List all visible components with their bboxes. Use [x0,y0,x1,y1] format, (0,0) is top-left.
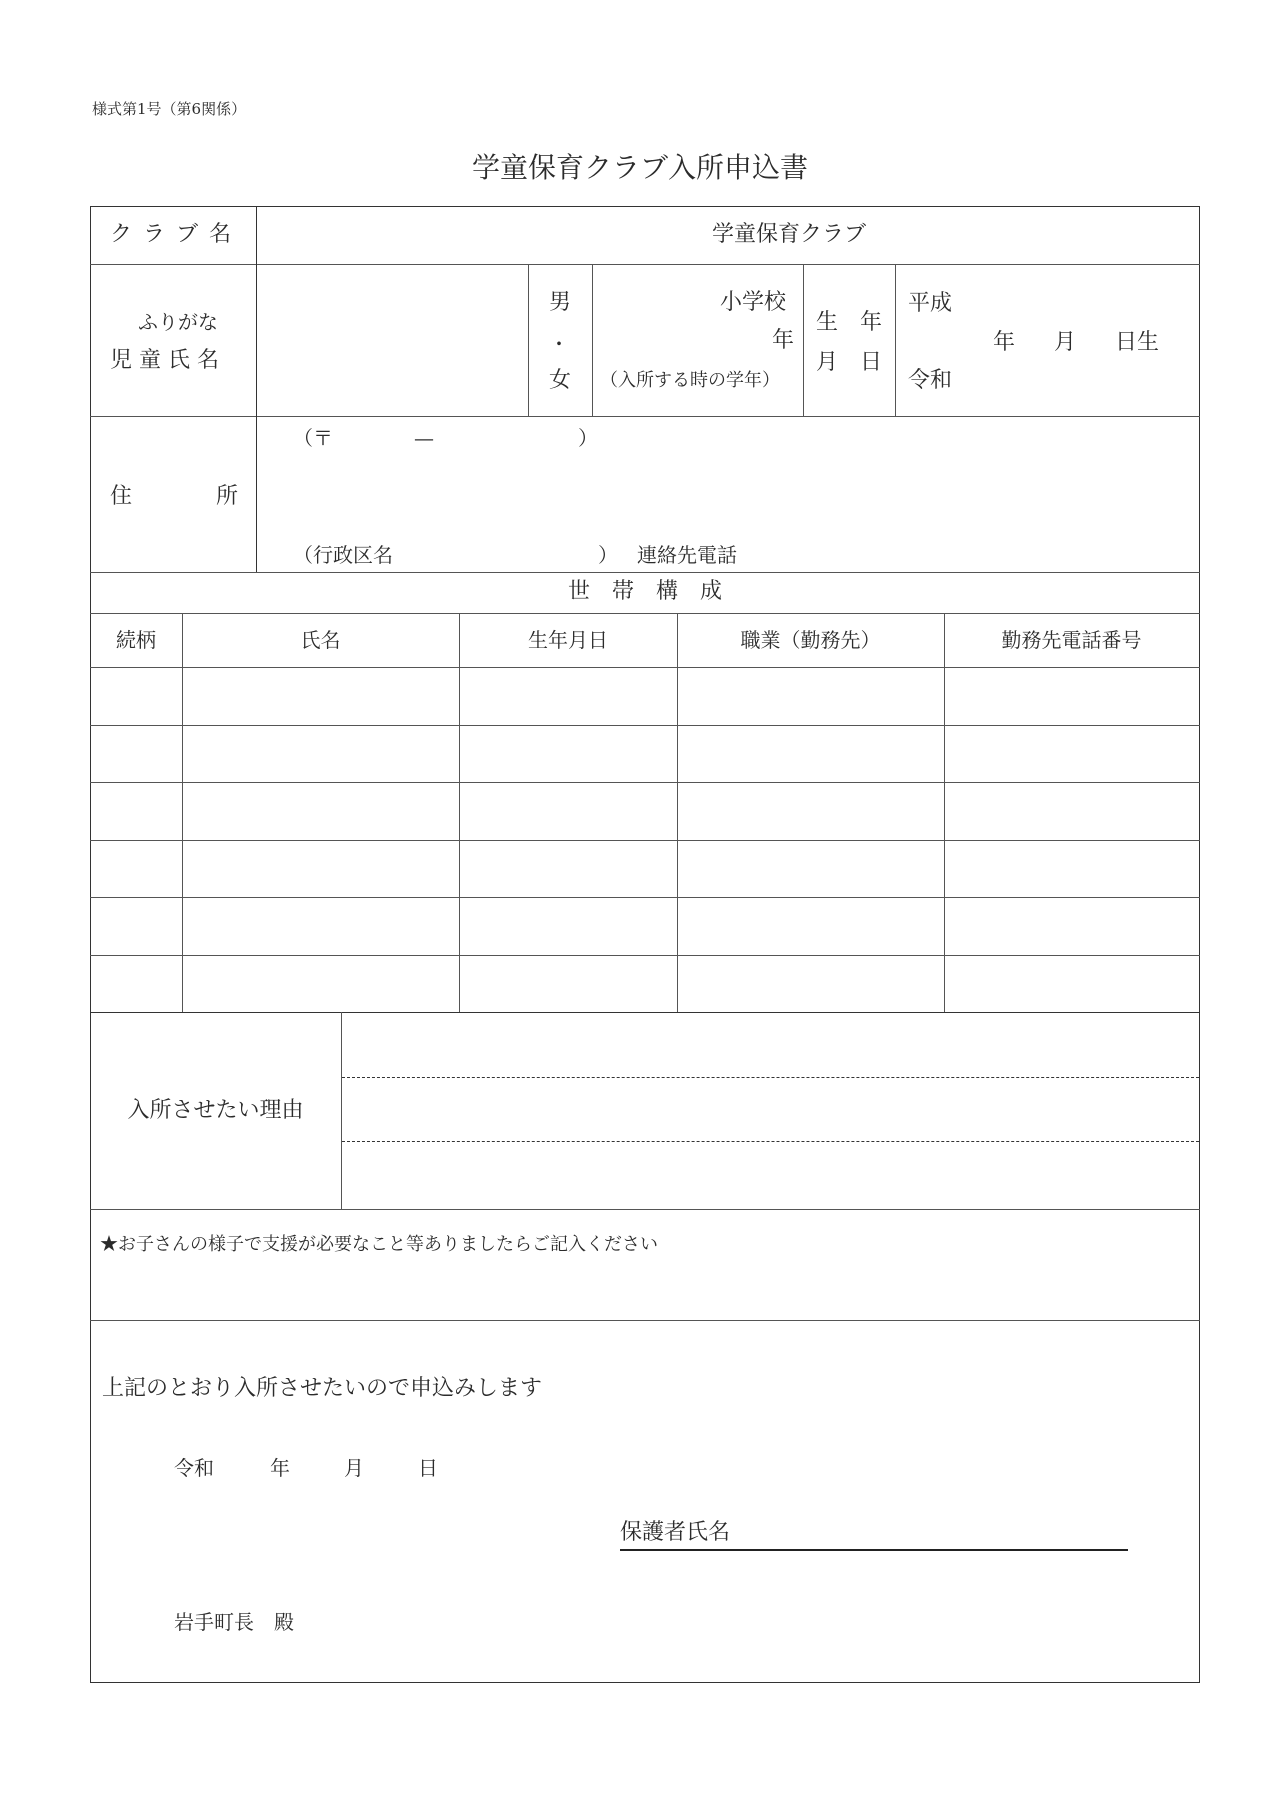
household-work-phone-input[interactable] [949,788,1198,836]
date-month-label: 月 [344,1456,364,1480]
household-birthdate-input[interactable] [464,673,676,721]
household-relation-input[interactable] [95,673,181,721]
reason-line-3[interactable] [348,1146,1197,1206]
form-number: 様式第1号（第6関係） [92,100,247,118]
club-name-label: ク ラ ブ 名 [110,222,233,247]
grade-input[interactable] [680,326,769,358]
household-name-input[interactable] [187,903,458,951]
gender-separator: ・ [549,332,569,356]
reason-dashed-line [342,1077,1199,1078]
household-header-occupation: 職業（勤務先） [740,628,881,652]
column-divider [459,613,460,1012]
row-divider [90,613,1200,614]
row-divider [90,840,1200,841]
household-birthdate-input[interactable] [464,961,676,1009]
row-divider [90,667,1200,668]
row-divider [90,725,1200,726]
postal-code-input[interactable] [330,424,574,454]
row-divider [90,1320,1200,1321]
district-close: ） [598,543,618,567]
row-divider [90,572,1200,573]
school-label: 小学校 [720,290,787,315]
birthdate-label-line1: 生 年 [816,310,883,335]
page-title: 学童保育クラブ入所申込書 [471,151,808,184]
district-input[interactable] [400,540,594,570]
gender-female[interactable]: 女 [549,368,572,393]
row-divider [90,955,1200,956]
row-divider [90,897,1200,898]
address-label-2: 所 [216,484,239,509]
household-work-phone-input[interactable] [949,673,1198,721]
household-name-input[interactable] [187,731,458,779]
household-occupation-input[interactable] [682,731,943,779]
border-left [90,206,91,1683]
household-header-birthdate: 生年月日 [528,628,608,652]
postal-close: ） [578,426,598,450]
column-divider [803,264,804,416]
household-header-relation: 続柄 [116,628,156,652]
grade-label: 年 [772,328,795,353]
reason-line-2[interactable] [348,1082,1197,1138]
household-occupation-input[interactable] [682,673,943,721]
column-divider [592,264,593,416]
border-right [1199,206,1200,1683]
household-occupation-input[interactable] [682,961,943,1009]
furigana-input[interactable] [262,270,526,332]
date-era: 令和 [174,1456,214,1480]
support-note-input[interactable] [100,1262,1194,1318]
household-work-phone-input[interactable] [949,731,1198,779]
column-divider [944,613,945,1012]
club-name-value: 学童保育クラブ [712,222,867,247]
household-section-title: 世 帯 構 成 [567,579,722,604]
child-name-label: 児 童 氏 名 [110,348,219,373]
label-column-divider [256,206,257,572]
reason-label: 入所させたい理由 [127,1098,304,1123]
column-divider [677,613,678,1012]
household-birthdate-input[interactable] [464,731,676,779]
contact-phone-input[interactable] [760,540,1194,570]
household-name-input[interactable] [187,846,458,894]
reason-line-1[interactable] [348,1018,1197,1074]
reason-dashed-line [342,1141,1199,1142]
birth-month-label: 月 [1054,330,1077,355]
postal-open: （〒 [293,426,333,450]
household-work-phone-input[interactable] [949,961,1198,1009]
household-occupation-input[interactable] [682,846,943,894]
household-birthdate-input[interactable] [464,903,676,951]
gender-male[interactable]: 男 [549,290,572,315]
household-name-input[interactable] [187,961,458,1009]
household-name-input[interactable] [187,673,458,721]
address-label-1: 住 [110,484,133,509]
birthdate-label-line2: 月 日 [816,350,883,375]
grade-note: （入所する時の学年） [600,370,780,391]
household-relation-input[interactable] [95,846,181,894]
household-work-phone-input[interactable] [949,846,1198,894]
district-label: （行政区名 [293,543,393,567]
household-relation-input[interactable] [95,903,181,951]
guardian-name-input[interactable] [750,1516,1124,1550]
household-relation-input[interactable] [95,731,181,779]
era-reiwa[interactable]: 令和 [908,368,953,393]
household-header-name: 氏名 [300,628,341,652]
household-name-input[interactable] [187,788,458,836]
era-heisei[interactable]: 平成 [908,291,953,316]
date-year-label: 年 [270,1456,290,1480]
row-divider [90,1209,1200,1210]
birth-year-label: 年 [993,330,1016,355]
birth-day-label: 日生 [1115,330,1160,355]
household-relation-input[interactable] [95,961,181,1009]
household-header-work-phone: 勤務先電話番号 [1001,628,1142,652]
household-work-phone-input[interactable] [949,903,1198,951]
column-divider [341,1012,342,1209]
child-name-input[interactable] [262,340,526,402]
household-birthdate-input[interactable] [464,788,676,836]
column-divider [182,613,183,1012]
guardian-name-label: 保護者氏名 [620,1520,731,1545]
support-note-label: ★お子さんの様子で支援が必要なこと等ありましたらご記入ください [100,1234,658,1255]
addressee: 岩手町長 殿 [174,1610,294,1634]
household-birthdate-input[interactable] [464,846,676,894]
date-day-label: 日 [418,1456,438,1480]
border-bottom [90,1682,1200,1683]
school-input[interactable] [600,288,714,320]
column-divider [895,264,896,416]
column-divider [528,264,529,416]
household-occupation-input[interactable] [682,788,943,836]
furigana-label: ふりがな [138,310,218,334]
household-relation-input[interactable] [95,788,181,836]
declaration-statement: 上記のとおり入所させたいので申込みします [102,1376,543,1401]
address-input[interactable] [262,470,1196,512]
household-occupation-input[interactable] [682,903,943,951]
row-divider [90,1012,1200,1013]
row-divider [90,782,1200,783]
postal-dash: — [414,426,434,450]
contact-phone-label: 連絡先電話 [637,543,737,567]
